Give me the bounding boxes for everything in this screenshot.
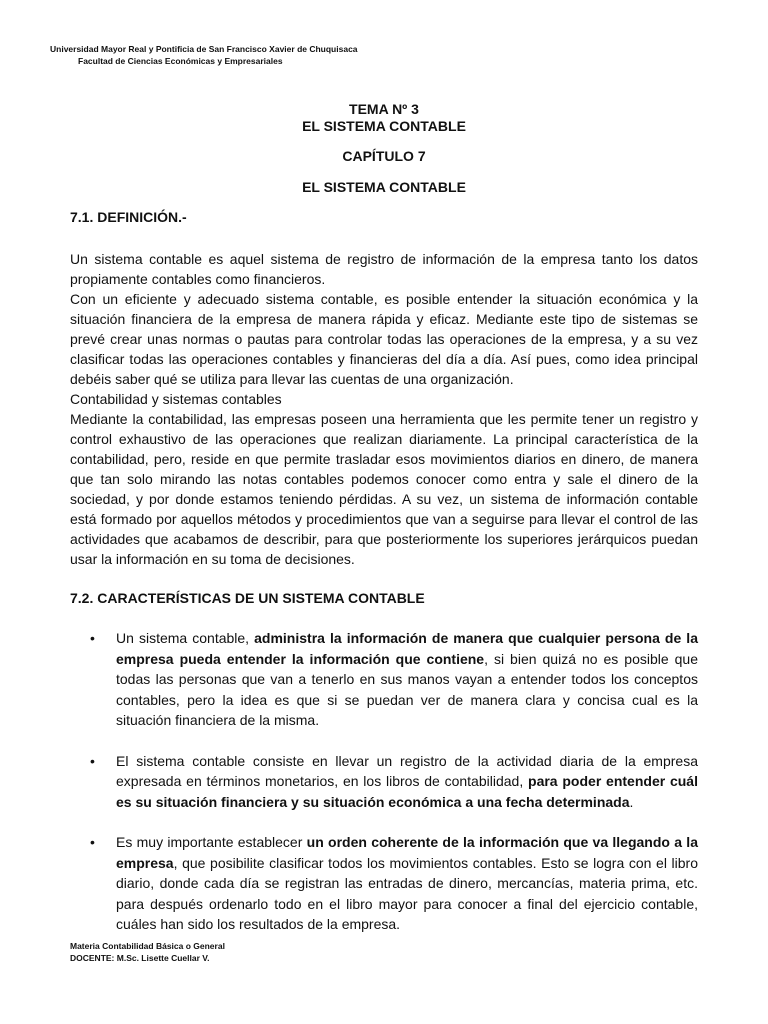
university-name: Universidad Mayor Real y Pontificia de San Francisco Xavier de Chuquisaca bbox=[50, 44, 358, 54]
tema-number: TEMA Nº 3 bbox=[349, 101, 419, 117]
paragraph: Mediante la contabilidad, las empresas poseen una herramienta que les permite tener un registro y control exhaustivo de las operaciones que realizan diariamente. La principal característica de la contabilidad, pero, reside en que permite trasladar esos movimientos diarios en dinero, de manera que tan solo mirando las notas contables podemos conocer como entra y sale el dinero de la sociedad, y por donde estamos teniendo pérdidas. A su vez, un sistema de información contable está formado por aquellos métodos y procedimientos que van a seguirse para llevar el control de las actividades que acabamos de describir, para que posteriormente los superiores jerárquicos puedan usar la información en su toma de decisiones. bbox=[70, 411, 698, 567]
subject-name: Materia Contabilidad Básica o General bbox=[70, 941, 225, 951]
paragraph: Con un eficiente y adecuado sistema contable, es posible entender la situación económica y la situación financiera de la empresa de manera rápida y eficaz. Mediante este tipo de sistemas se prevé crear unas normas o pautas para controlar todas las operaciones de la empresa, y a su vez clasificar todas las operaciones contables y financieras del día a día. Así pues, como idea principal debéis saber qué se utiliza para llevar las cuentas de una organización. bbox=[70, 291, 698, 387]
section-definition-body bbox=[70, 249, 698, 569]
bullet-icon: • bbox=[90, 630, 95, 646]
characteristics-list bbox=[90, 628, 698, 935]
list-item: • Es muy importante establecer un orden coherente de la información que va llegando a la empresa, que posibilite clasificar todos los movimientos contables. Esto se logra con el libro diario, donde cada día se registran las entradas de dinero, mercancías, materia prima, etc. para después ordenarlo todo en el libro mayor para conocer a final del ejercicio contable, cuáles han sido los resultados de la empresa. bbox=[90, 834, 698, 932]
teacher-name: DOCENTE: M.Sc. Lisette Cuellar V. bbox=[70, 953, 210, 963]
bullet-icon: • bbox=[90, 752, 95, 769]
paragraph: Contabilidad y sistemas contables bbox=[70, 391, 282, 407]
paragraph: Un sistema contable es aquel sistema de registro de información de la empresa tanto los datos propiamente contables como financieros. bbox=[70, 251, 698, 287]
chapter-number: CAPÍTULO 7 bbox=[342, 148, 426, 164]
list-item: • Un sistema contable, administra la información de manera que cualquier persona de la empresa pueda entender la información que contiene, si bien quizá no es posible que todas las personas que van a tenerlo en sus manos vayan a entender todos los conceptos contables, pero la idea es que si se puedan ver de manera clara y concisa cual es la situación financiera de la misma. bbox=[90, 630, 698, 728]
tema-name: EL SISTEMA CONTABLE bbox=[302, 118, 466, 134]
bullet-icon: • bbox=[90, 834, 95, 850]
faculty-name: Facultad de Ciencias Económicas y Empresariales bbox=[78, 56, 283, 66]
section-heading-definition: 7.1. DEFINICIÓN.- bbox=[70, 209, 187, 225]
list-item: • El sistema contable consiste en llevar un registro de la actividad diaria de la empresa expresada en términos monetarios, en los libros de contabilidad, para poder entender cuál es su situación financiera y su situación económica a una fecha determinada. bbox=[90, 752, 698, 810]
section-heading-characteristics: 7.2. CARACTERÍSTICAS DE UN SISTEMA CONTABLE bbox=[70, 590, 425, 606]
chapter-name: EL SISTEMA CONTABLE bbox=[302, 179, 466, 195]
